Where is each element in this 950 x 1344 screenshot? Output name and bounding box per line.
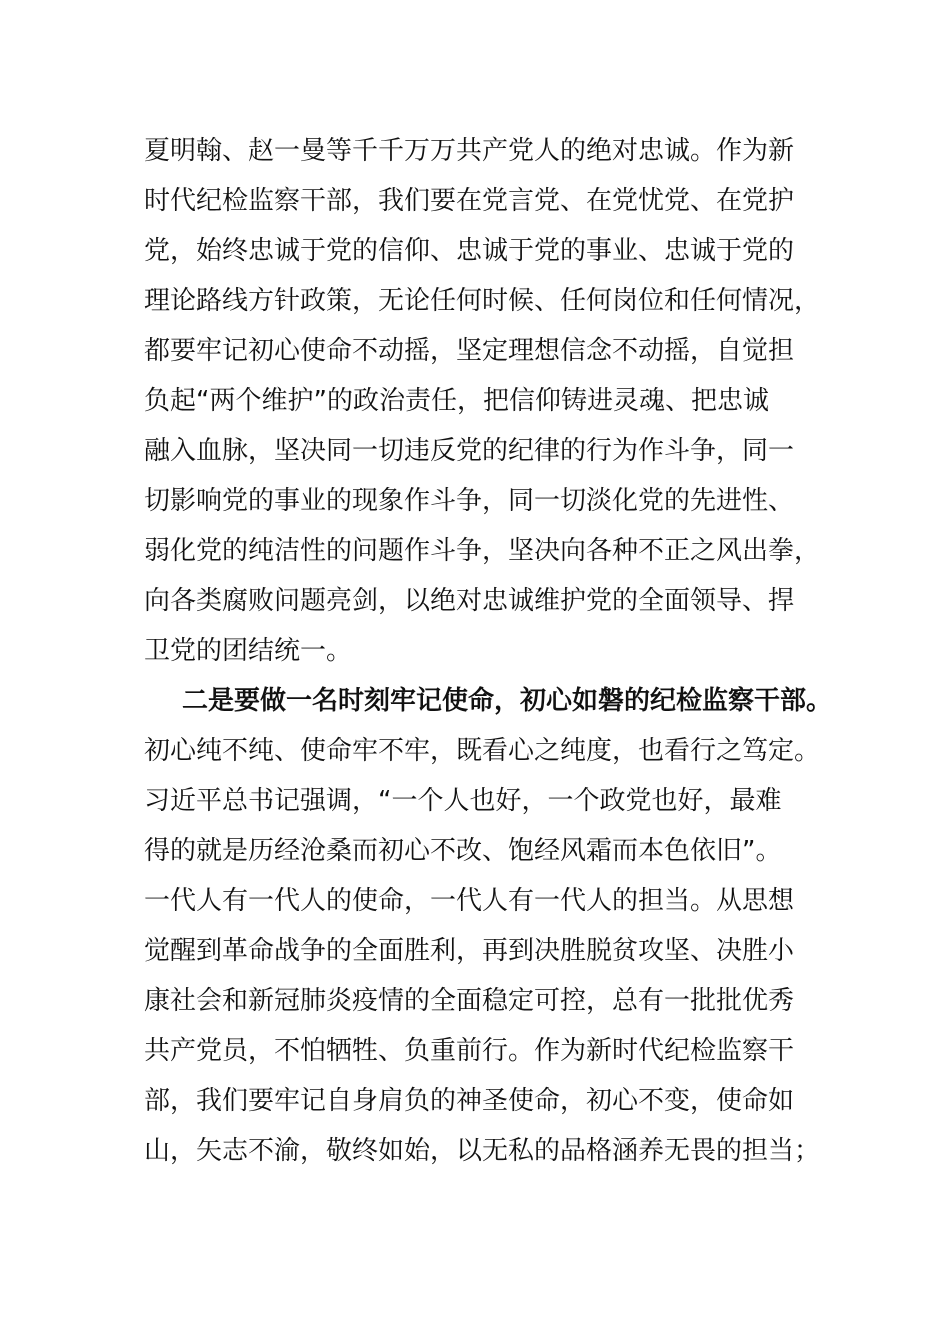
text-line: 一代人有一代人的使命，一代人有一代人的担当。从思想: [144, 886, 795, 916]
text-line: 部，我们要牢记自身肩负的神圣使命，初心不变，使命如: [144, 1086, 795, 1116]
text-line: 时代纪检监察干部，我们要在党言党、在党忧党、在党护: [144, 186, 795, 216]
text-line: 夏明翰、赵一曼等千千万万共产党人的绝对忠诚。作为新: [144, 136, 795, 166]
text-line: 理论路线方针政策，无论任何时候、任何岗位和任何情况，: [144, 286, 821, 316]
text-line: 得的就是历经沧桑而初心不改、饱经风霜而本色依旧”。: [144, 836, 782, 866]
text-line: 向各类腐败问题亮剑，以绝对忠诚维护党的全面领导、捍: [144, 586, 795, 616]
text-line: 习近平总书记强调，“一个人也好，一个政党也好，最难: [144, 786, 782, 816]
text-line: 负起“两个维护”的政治责任，把信仰铸进灵魂、把忠诚: [144, 386, 769, 416]
text-line: 党，始终忠诚于党的信仰、忠诚于党的事业、忠诚于党的: [144, 236, 795, 266]
text-line: 共产党员，不怕牺牲、负重前行。作为新时代纪检监察干: [144, 1036, 795, 1066]
text-line: 切影响党的事业的现象作斗争，同一切淡化党的先进性、: [144, 486, 795, 516]
text-line: 山，矢志不渝，敬终如始，以无私的品格涵养无畏的担当；: [144, 1136, 821, 1166]
text-line: 都要牢记初心使命不动摇，坚定理想信念不动摇，自觉担: [144, 336, 795, 366]
text-line: 觉醒到革命战争的全面胜利，再到决胜脱贫攻坚、决胜小: [144, 936, 795, 966]
text-line: 卫党的团结统一。: [144, 636, 353, 666]
section-heading: 二是要做一名时刻牢记使命，初心如磐的纪检监察干部。: [182, 686, 833, 716]
text-line: 初心纯不纯、使命牢不牢，既看心之纯度，也看行之笃定。: [144, 736, 821, 766]
text-line: 弱化党的纯洁性的问题作斗争，坚决向各种不正之风出拳，: [144, 536, 821, 566]
text-line: 康社会和新冠肺炎疫情的全面稳定可控，总有一批批优秀: [144, 986, 795, 1016]
text-line: 融入血脉，坚决同一切违反党的纪律的行为作斗争，同一: [144, 436, 795, 466]
